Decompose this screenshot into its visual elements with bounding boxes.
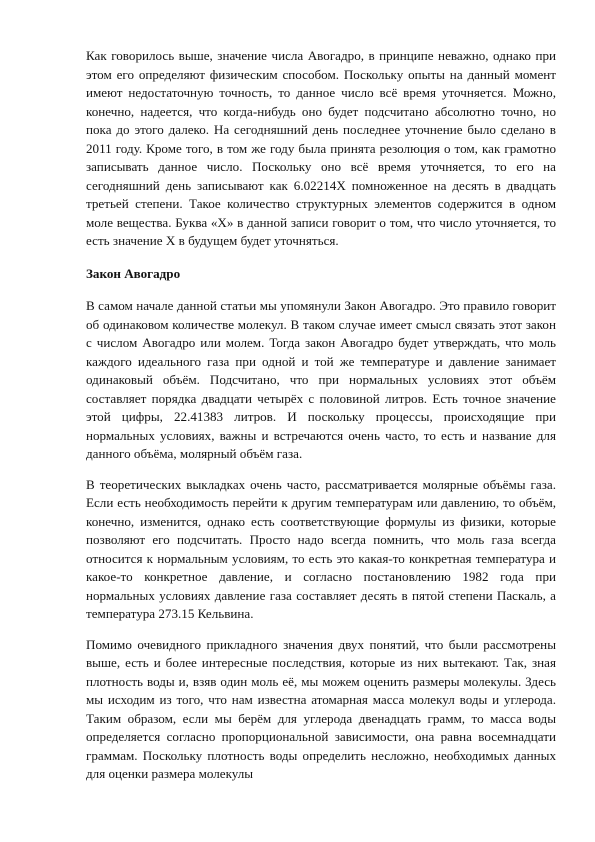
paragraph-intro: Как говорилось выше, значение числа Авогадро, в принципе неважно, однако при этом его определяют физическим способом. Поскольку опыты на данный момент имеют недостаточную точность, то данное число всё время уточняется. Можно, конечно, надеется, что когда-нибудь оно будет подсчитано абсолютно точно, но пока до этого далеко. На сегодняшний день последнее уточнение было сделано в 2011 году. Кроме того, в том же году была принята резолюция о том, как грамотно записывать данное число. Поскольку оно всё время уточняется, то его на сегодняшний день записывают как 6.02214X помноженное на десять в двадцать третьей степени. Такое количество структурных элементов содержится в одном моле вещества. Буква «Х» в данной записи говорит о том, что число уточняется, то есть значение Х в будущем будет уточняться. — [86, 48, 556, 248]
paragraph-molar-volume: В теоретических выкладках очень часто, рассматривается молярные объёмы газа. Если есть необходимость перейти к другим температурам или давлению, то объём, конечно, изменится, однако есть соответствующие формулы из физики, которые позволяют его подсчитать. Просто надо всегда помнить, что моль газа всегда относится к нормальным условиям, то есть это какая-то конкретная температура и какое-то конкретное давление, и согласно постановлению 1982 года при нормальных условиях давление газа составляет десять в пятой степени Паскаль, а температура 273.15 Кельвина. — [86, 476, 556, 621]
paragraph-molecule-size: Помимо очевидного прикладного значения двух понятий, что были рассмотрены выше, есть и более интересные последствия, которые из них вытекают. Так, зная плотность воды и, взяв один моль её, мы можем оценить размеры молекулы. Здесь мы исходим из того, что нам известна атомарная масса молекул воды и углерода. Таким образом, если мы берём для углерода двенадцать грамм, то масса воды определяется согласно пропорциональной зависимости, она равна восемнадцати граммам. Поскольку плотность воды определить несложно, необходимых данных для оценки размера молекулы — [86, 636, 556, 781]
document-page — [86, 47, 556, 784]
section-heading: Закон Авогадро — [86, 265, 181, 281]
paragraph-avogadro-law: В самом начале данной статьи мы упомянули Закон Авогадро. Это правило говорит об одинаковом количестве молекул. В таком случае имеет смысл связать этот закон с числом Авогадро или молем. Тогда закон Авогадро будет утверждать, что моль каждого идеального газа при одной и той же температуре и давление занимает одинаковый объём. Подсчитано, что при нормальных условиях этот объём составляет порядка двадцати четырёх с половиной литров. Есть точное значение этой цифры, 22.41383 литров. И поскольку процессы, происходящие при нормальных условиях, важны и встречаются очень часто, то есть и название для данного объёма, молярный объём газа. — [86, 298, 556, 461]
